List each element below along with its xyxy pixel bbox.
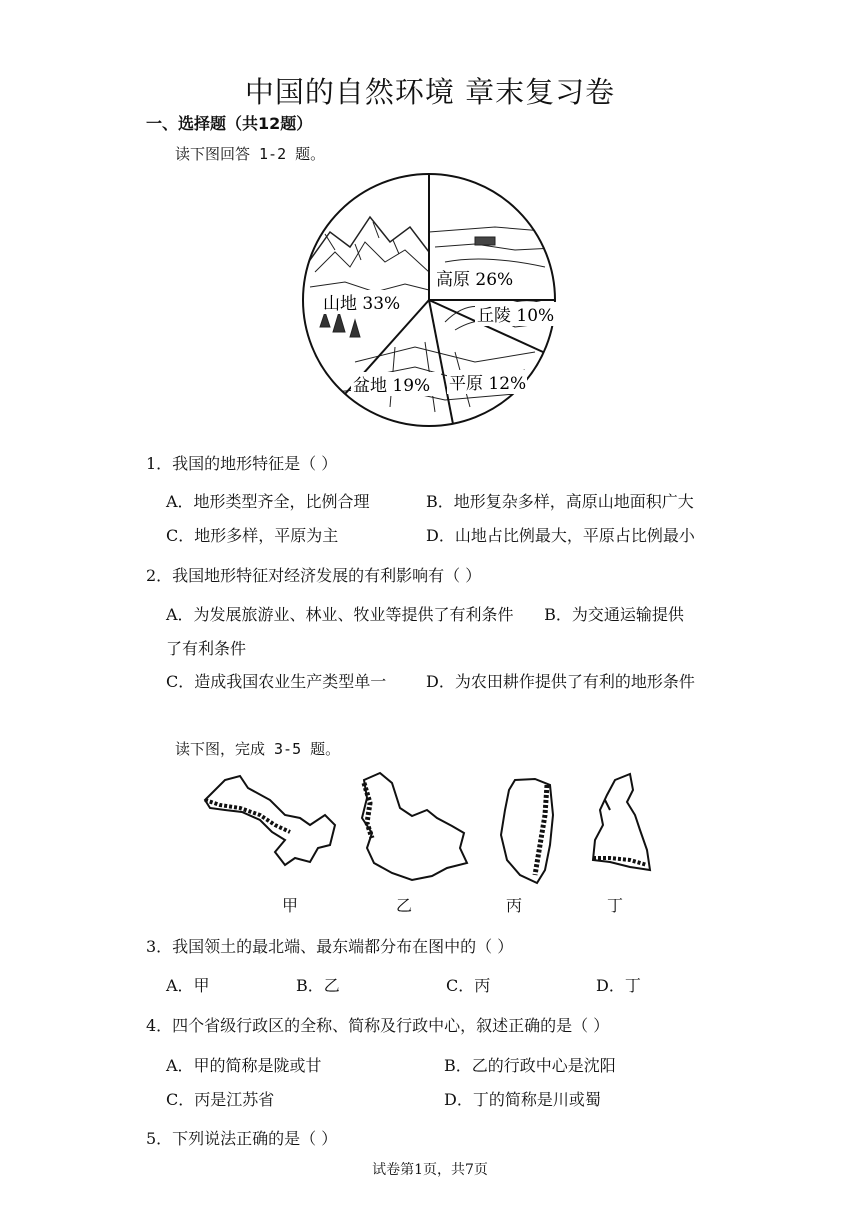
q4-option-c[interactable]: C．丙是江苏省 xyxy=(166,1090,275,1109)
terrain-pie-figure xyxy=(295,172,565,432)
q3-option-c[interactable]: C．丙 xyxy=(446,976,491,995)
q1-option-b[interactable]: B．地形复杂多样，高原山地面积广大 xyxy=(426,492,694,511)
q2-option-c[interactable]: C．造成我国农业生产类型单一 xyxy=(166,672,387,691)
pie-label-plateau: 高原 26% xyxy=(436,270,514,290)
map-label-bing: 丙 xyxy=(506,896,523,915)
pie-label-mountains: 山地 33% xyxy=(323,294,401,314)
q3-option-b[interactable]: B．乙 xyxy=(296,976,340,995)
q1-option-a[interactable]: A．地形类型齐全，比例合理 xyxy=(166,492,370,511)
pie-label-basin: 盆地 19% xyxy=(353,376,431,396)
map-label-ding: 丁 xyxy=(607,896,624,915)
province-map-ding xyxy=(585,770,655,875)
page-title: 中国的自然环境 章末复习卷 xyxy=(244,75,616,109)
province-map-yi xyxy=(352,768,472,883)
pie-label-hills: 丘陵 10% xyxy=(477,306,555,326)
question-5-stem: 5．下列说法正确的是（ ） xyxy=(146,1129,338,1148)
province-map-bing xyxy=(495,775,560,890)
question-3-stem: 3．我国领土的最北端、最东端都分布在图中的（ ） xyxy=(146,937,514,956)
pie-label-plain: 平原 12% xyxy=(449,374,527,394)
q4-option-b[interactable]: B．乙的行政中心是沈阳 xyxy=(444,1056,616,1075)
province-map-jia xyxy=(200,770,340,870)
page-footer: 试卷第1页，共7页 xyxy=(372,1162,488,1178)
q2-option-b-cont[interactable]: 了有利条件 xyxy=(166,639,247,658)
map-label-yi: 乙 xyxy=(396,896,413,915)
question-1-stem: 1．我国的地形特征是（ ） xyxy=(146,454,338,473)
q2-option-ab-line1[interactable]: A．为发展旅游业、林业、牧业等提供了有利条件 B．为交通运输提供 xyxy=(166,605,684,624)
instruction-1: 读下图回答 1-2 题。 xyxy=(175,145,326,163)
instruction-2: 读下图，完成 3-5 题。 xyxy=(175,740,341,758)
q1-option-c[interactable]: C．地形多样，平原为主 xyxy=(166,526,339,545)
q3-option-d[interactable]: D．丁 xyxy=(596,976,641,995)
q1-option-d[interactable]: D．山地占比例最大，平原占比例最小 xyxy=(426,526,695,545)
q4-option-a[interactable]: A．甲的简称是陇或甘 xyxy=(166,1056,322,1075)
q2-option-d[interactable]: D．为农田耕作提供了有利的地形条件 xyxy=(426,672,695,691)
section-heading: 一、选择题（共12题） xyxy=(146,114,313,133)
map-label-jia: 甲 xyxy=(282,896,299,915)
q4-option-d[interactable]: D．丁的简称是川或蜀 xyxy=(444,1090,601,1109)
question-2-stem: 2．我国地形特征对经济发展的有利影响有（ ） xyxy=(146,566,482,585)
q3-option-a[interactable]: A．甲 xyxy=(166,976,210,995)
question-4-stem: 4．四个省级行政区的全称、简称及行政中心，叙述正确的是（ ） xyxy=(146,1016,610,1035)
